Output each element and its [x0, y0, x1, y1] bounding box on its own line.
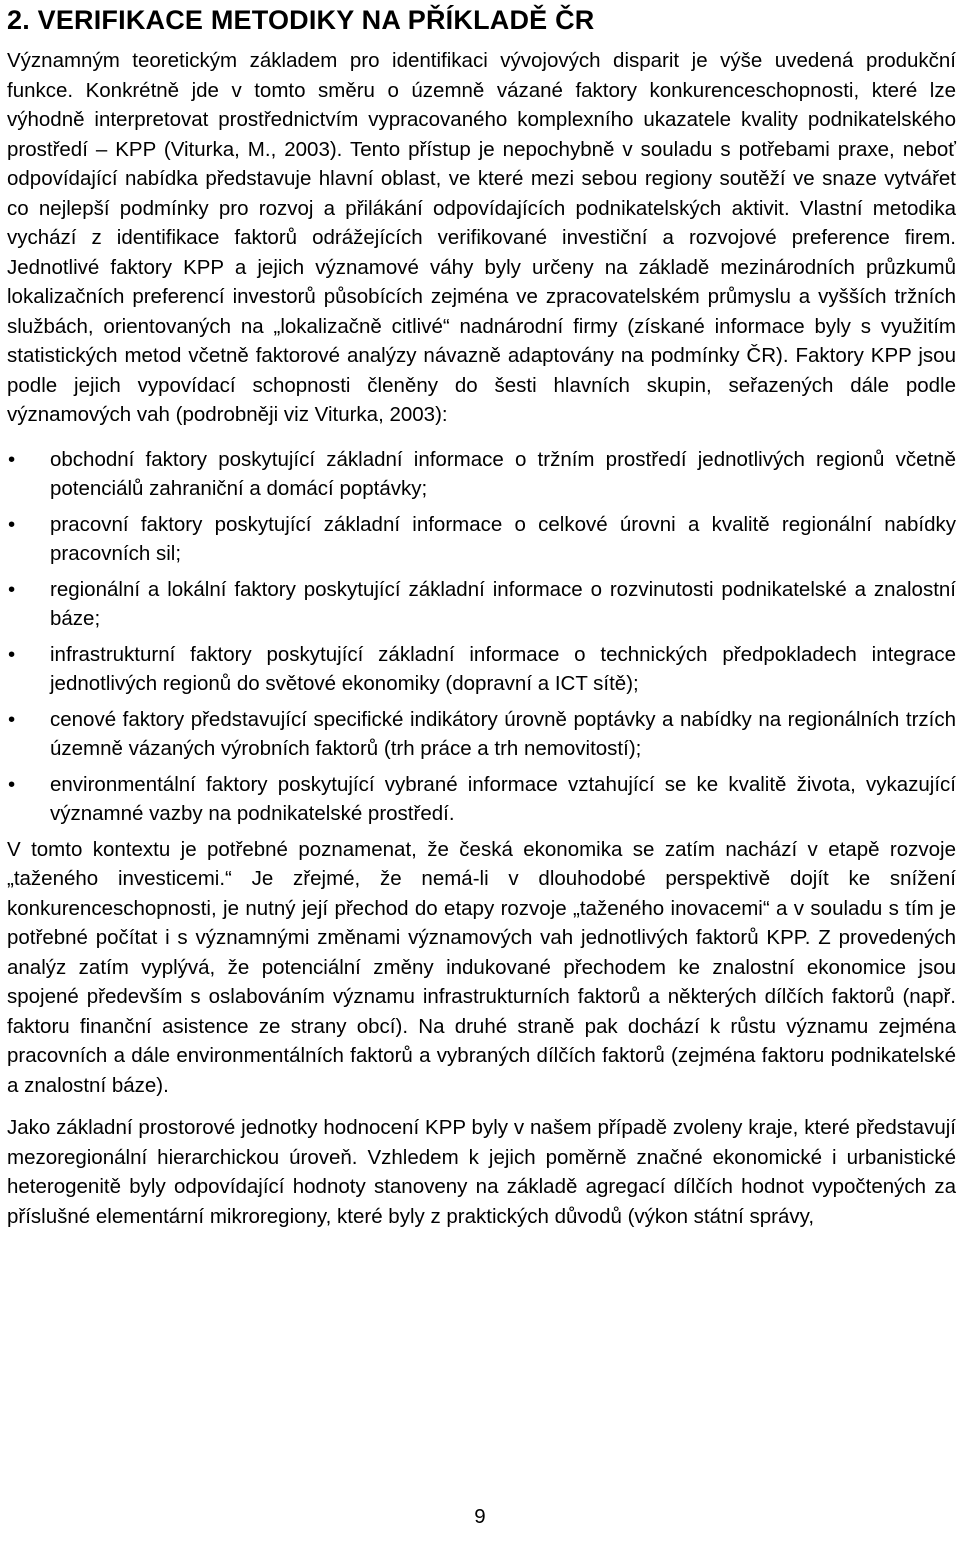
list-item-text: cenové faktory představující specifické indikátory úrovně poptávky a nabídky na regionálních trzích územně vázaných výrobních faktorů (trh práce a trh nemovitostí);: [50, 707, 956, 760]
list-item: [7, 510, 956, 569]
bullet-icon: •: [8, 642, 16, 666]
paragraph-spatial-units: Jako základní prostorové jednotky hodnocení KPP byly v našem případě zvoleny kraje, které představují mezoregionální hierarchickou úroveň. Vzhledem k jejich poměrně značné ekonomické i urbanistické heterogenitě byly odpovídající hodnoty stanoveny na základě agregací dílčích hodnot vypočtených za příslušné elementární mikroregiony, které byly z praktických důvodů (výkon státní správy,: [7, 1116, 956, 1228]
list-item: [7, 770, 956, 829]
page-number: 9: [474, 1505, 486, 1528]
list-item-text: environmentální faktory poskytující vybrané informace vztahující se ke kvalitě života, vykazující významné vazby na podnikatelské prostředí.: [50, 772, 956, 825]
section-heading: 2. VERIFIKACE METODIKY NA PŘÍKLADĚ ČR: [7, 5, 595, 35]
list-item-text: regionální a lokální faktory poskytující základní informace o rozvinutosti podnikatelské a znalostní báze;: [50, 577, 956, 630]
bullet-icon: •: [8, 577, 16, 601]
list-item-text: pracovní faktory poskytující základní informace o celkové úrovni a kvalitě regionální nabídky pracovních sil;: [50, 512, 956, 565]
list-item-text: obchodní faktory poskytující základní informace o tržním prostředí jednotlivých regionů včetně potenciálů zahraniční a domácí poptávky;: [50, 447, 956, 500]
list-item: [7, 575, 956, 634]
paragraph-methodology: Významným teoretickým základem pro identifikaci vývojových disparit je výše uvedená produkční funkce. Konkrétně jde v tomto směru o územně vázané faktory konkurenceschopnosti, které lze výhodně interpretovat prostřednictvím vypracovaného komplexního ukazatele kvality podnikatelského prostředí – KPP (Viturka, M., 2003). Tento přístup je nepochybně v souladu s potřebami praxe, neboť odpovídající nabídka představuje hlavní oblast, ve které mezi sebou regiony soutěží ve snaze vytvářet co nejlepší podmínky pro rozvoj a přilákání odpovídajících podnikatelských aktivit. Vlastní metodika vychází z identifikace faktorů odrážejících verifikované investiční a rozvojové preference firem. Jednotlivé faktory KPP a jejich významové váhy byly určeny na základě mezinárodních průzkumů lokalizačních preferencí investorů působících zejména ve zpracovatelském průmyslu a vyšších tržních službách, orientovaných na „lokalizačně citlivé“ nadnárodní firmy (získané informace byly s využitím statistických metod včetně faktorové analýzy návazně adaptovány na podmínky ČR). Faktory KPP jsou podle jejich vypovídací schopnosti členěny do šesti hlavních skupin, seřazených dále podle významových vah (podrobněji viz Viturka, 2003):: [7, 49, 956, 426]
list-item: [7, 705, 956, 764]
bullet-icon: •: [8, 772, 16, 796]
bullet-icon: •: [8, 707, 16, 731]
bullet-icon: •: [8, 447, 16, 471]
bullet-icon: •: [8, 512, 16, 536]
list-item: [7, 445, 956, 504]
factor-groups-list: [7, 445, 956, 829]
list-item: [7, 640, 956, 699]
paragraph-context: V tomto kontextu je potřebné poznamenat, že česká ekonomika se zatím nachází v etapě rozvoje „taženého investicemi.“ Je zřejmé, že nemá-li v dlouhodobé perspektivě dojít ke snížení konkurenceschopnosti, je nutný její přechod do etapy rozvoje „taženého inovacemi“ a v souladu s tím je potřebné počítat i s významnými změnami významových vah jednotlivých faktorů KPP. Z provedených analýz zatím vyplývá, že potenciální změny indukované přechodem ke znalostní ekonomice jsou spojené především s oslabováním významu infrastrukturních faktorů a některých dílčích faktorů (např. faktoru finanční asistence ze strany obcí). Na druhé straně pak dochází k růstu významu zejména pracovních a dále environmentálních faktorů a vybraných dílčích faktorů (zejména faktoru podnikatelské a znalostní báze).: [7, 837, 956, 1097]
list-item-text: infrastrukturní faktory poskytující základní informace o technických předpokladech integrace jednotlivých regionů do světové ekonomiky (dopravní a ICT sítě);: [50, 642, 956, 695]
